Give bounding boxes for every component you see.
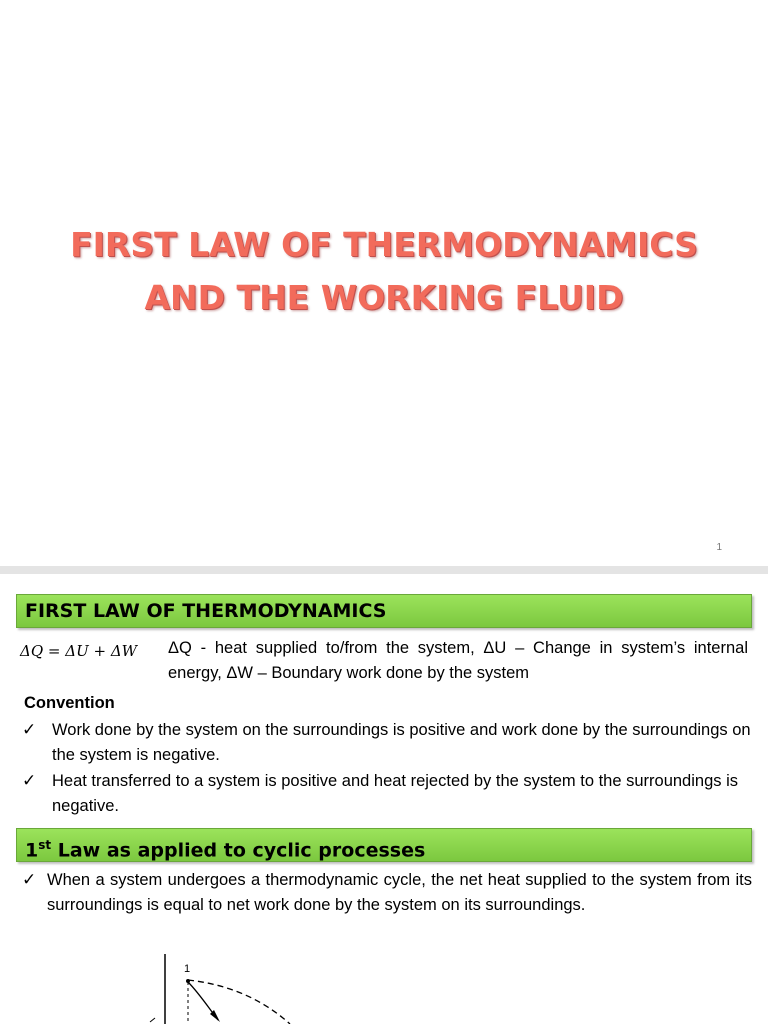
diagram-dashed-curve-upper [188, 980, 290, 1024]
content-slide [0, 574, 768, 1024]
diagram-point-label: 1 [184, 963, 191, 975]
section-heading-cyclic [16, 828, 752, 862]
check-icon: ✓ [22, 771, 37, 791]
convention-list [22, 718, 752, 820]
check-icon: ✓ [22, 870, 37, 890]
diagram-point-1 [186, 979, 190, 983]
list-item-text: When a system undergoes a thermodynamic cycle, the net heat supplied to the system from its surroundings is equal to net work done by the system on its surroundings. [47, 871, 752, 914]
list-item [22, 868, 752, 918]
section-heading-first-law: FIRST LAW OF THERMODYNAMICS [16, 594, 752, 628]
check-icon: ✓ [22, 720, 37, 740]
page-number: 1 [716, 542, 722, 553]
heading-rest: Law as applied to cyclic processes [51, 839, 426, 862]
title-line-2: AND THE WORKING FLUID [144, 278, 624, 317]
heading-superscript: st [38, 838, 52, 852]
equation-description: ΔQ - heat supplied to/from the system, ΔU – Change in system’s internal energy, ΔW – Boundary work done by the system [168, 639, 748, 682]
first-law-equation: ΔQ = ΔU + ΔW [20, 642, 138, 660]
list-item [22, 718, 752, 768]
title-line-1: FIRST LAW OF THERMODYNAMICS [70, 225, 698, 264]
list-item [22, 769, 752, 819]
list-item-text: Heat transferred to a system is positive and heat rejected by the system to the surroundings is negative. [52, 772, 739, 815]
convention-heading: Convention [24, 694, 115, 712]
cyclic-list [22, 868, 752, 919]
cycle-diagram [130, 952, 320, 1024]
list-item-text: Work done by the system on the surroundings is positive and work done by the surroundings on the system is negative. [52, 721, 751, 764]
diagram-axis-tick [150, 1018, 155, 1022]
heading-prefix: 1 [25, 839, 39, 862]
slide-divider [0, 566, 768, 574]
